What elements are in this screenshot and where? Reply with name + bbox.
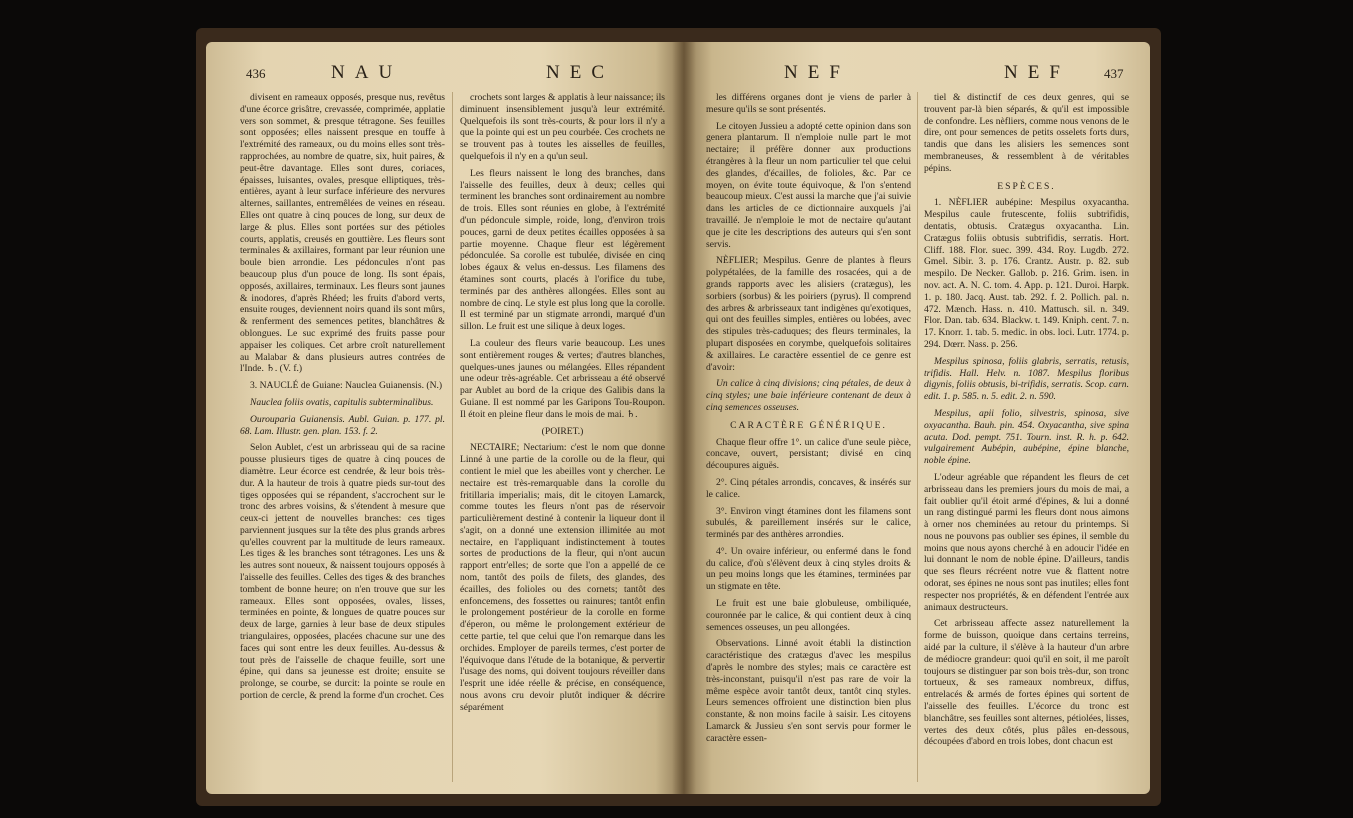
paragraph: Un calice à cinq divisions; cinq pétales, de deux à cinq styles; une baie inférieure contenant de deux à cinq semences osseuses. <box>706 378 911 413</box>
paragraph: 4°. Un ovaire inférieur, ou enfermé dans le fond du calice, d'où s'élèvent deux à cinq styles droits & un peu moins longs que les étamines, terminées par un stigmate en tête. <box>706 545 911 593</box>
paragraph: Selon Aublet, c'est un arbrisseau qui de sa racine pousse plusieurs tiges de quatre à cinq pouces de diamètre. Leur écorce est cendrée, & leur bois très-dur. A la hauteur de trois à quatre pieds sur-tout des tiges opposées qui se répandent, s'accrochent sur le tronc des arbres voisins, & s'étendent à mesure que ceux-ci jettent de nouvelles branches: ces tiges parviennent jusques sur la tête des plus grands arbres qu'elles couvrent par la multitude de leurs rameaux. Les tiges & les branches sont tétragones. Les uns & les autres sont noueux, & naissent toujours opposés à l'aisselle des feuilles. Celles des tiges & des branches tombent de bonne heure; on n'en trouve que sur les rameaux. Elles sont opposées, ovales, lisses, terminées en pointe, & longues de quatre pouces sur deux de large, garnies à leur base de deux stipules triangulaires, opposées, placées chacune sur une des faces qui sont entre les deux feuilles. Au-dessus & tout près de l'aisselle de chaque feuille, sort une épine, qui dans sa jeunesse est droite; ensuite se prolonge, se courbe, se durcit: la pointe se roule en portion de cercle, & prend la forme d'un crochet. Ces <box>240 442 445 702</box>
paragraph: Mespilus spinosa, foliis glabris, serratis, retusis, trifidis. Hall. Helv. n. 1087. Mespilus floribus digynis, foliis obtusis, bi-trifidis, serratis. Scop. carn. edit. 1. p. 585. n. 5. edit. 2. n. 590. <box>924 355 1129 403</box>
paragraph: Nauclea foliis ovatis, capitulis subterminalibus. <box>250 396 434 408</box>
paragraph: Le fruit est une baie globuleuse, ombiliquée, couronnée par le calice, & qui contient deux à cinq semences osseuses, un peu allongées. <box>706 598 911 633</box>
right-page <box>684 42 1150 794</box>
right-column-1 <box>706 92 911 782</box>
section-heading: CARACTÈRE GÉNÉRIQUE. <box>730 419 887 431</box>
running-head-right-col2: NEF <box>1004 62 1070 83</box>
book-gutter <box>672 42 696 794</box>
paragraph: La couleur des fleurs varie beaucoup. Les unes sont entièrement rouges & vertes; d'autres blanches, quelques-unes jaunes ou mélangées. Elles répandent une odeur très-agréable. Cet arbrisseau a été observé par Aublet au bord de la crique des Galibis dans la Guiane. Il est nommé par les Garipons Tou-Roupon. Il étoit en pleine fleur dans le mois de mai. ♄. <box>460 337 665 420</box>
page-number-right: 437 <box>1104 66 1124 81</box>
paragraph: 3. NAUCLÉ de Guiane: Nauclea Guianensis. (N.) <box>250 380 443 392</box>
paragraph: les différens organes dont je viens de parler à mesure qu'ils se sont présentés. <box>706 92 911 115</box>
paragraph: Ourouparia Guianensis. Aubl. Guian. p. 177. pl. 68. Lam. Illustr. gen. plan. 153. f. 2. <box>240 413 445 437</box>
page-number-left: 436 <box>246 66 266 81</box>
paragraph: NECTAIRE; Nectarium: c'est le nom que donne Linné à une partie de la corolle ou de la fleur, qui contient le miel que les abeilles vont y chercher. Le nectaire est très-remarquable dans la corolle du fritillaria imperialis; mais, dit le citoyen Lamarck, comme toutes les fleurs n'ont pas de réservoir particulièrement destiné à contenir la liqueur dont il s'agit, on a donné une extension illimitée au mot nectaire, en l'appliquant indistinctement à toutes sortes de productions de la fleur, qui n'ont aucun rapport entr'elles; de sorte que l'on a appellé de ce nom, tantôt des poils de filets, des glandes, des écailles, des folioles ou des cornets; tantôt des enfoncemens, des fossettes ou rainures; tantôt enfin le prolongement postérieur de la corolle en forme d'éperon, ou même le prolongement extérieur de cette partie, tel que celui que l'on remarque dans les orchides. Employer de pareils termes, c'est porter de l'équivoque dans l'étude de la botanique, & pervertir l'usage des noms, qui doivent toujours réveiller dans l'esprit une idée réelle & précise, en conséquence, nous avons cru devoir plutôt indiquer & décrire séparément <box>460 442 665 713</box>
running-head-right-col1: NEF <box>784 62 850 83</box>
paragraph: 1. NÈFLIER aubépine: Mespilus oxyacantha. Mespilus caule frutescente, foliis subtrifidis, dentatis, obtusis. Cratægus oxyacantha. Lin. Cratægus foliis obtusis subtrifidis, serratis. Hort. Cliff. 188. Flor. suec. 399. 434. Roy. Lugdb. 272. Gmel. Sibir. 3. p. 176. Crantz. Austr. p. 82. sub mespilo. De Necker. Gallob. p. 216. Grim. isen. in nov. act. A. N. C. tom. 4. App. p. 121. Duroi. Harpk. 1. p. 180. Jacq. Aust. tab. 292. f. 2. Pollich. pal. n. 472. Mænch. Hass. n. 410. Mattusch. sil. n. 349. Flor. Dan. tab. 634. Blackw. t. 149. Kniph. cent. 7. n. 17. Knorr. 1. tab. 5. medic. in obs. loci. Lutr. 1774. p. 294. Dœrr. Nass. p. 256. <box>924 197 1129 350</box>
paragraph: divisent en rameaux opposés, presque nus, revêtus d'une écorce grisâtre, crevassée, comprimée, applatie vers son sommet, & presque tétragone. Ses feuilles sont opposées; elles naissent presque en touffe à l'extrémité des rameaux, ou du moins elles sont très-rapprochées, au nombre de quatre, six, huit paires, & peut-être davantage. Elles sont dures, coriaces, épaisses, luisantes, ovales, presque elliptiques, très-entières, ayant à leur surface inférieure des nervures alternes, saillantes, entremêlées de veines en réseau. Elles ont quatre à cinq pouces de long, sur deux de large & plus. Elles sont portées sur des pétioles courts, applatis, creusés en gouttière. Les fleurs sont terminales & axillaires, formant par leur réunion une boule bien arrondie. Les pédoncules n'ont pas beaucoup plus d'un pouce de long. Ils sont épais, opposés, axillaires, terminaux. Les fleurs sont jaunes & inodores, d'après Rhéed; les fruits d'abord verts, ensuite rouges, deviennent noirs quand ils sont mûrs, & renferment des semences petites, blanchâtres & oblongues. Le suc exprimé des fruits passe pour appaiser les coliques. Cet arbre croît naturellement au Malabar & dans plusieurs autres contrées de l'Inde. ♄. (V. f.) <box>240 92 445 375</box>
paragraph: Les fleurs naissent le long des branches, dans l'aisselle des feuilles, deux à deux; celles qui terminent les branches sont ordinairement au nombre de trois. Elles sont réunies en globe, à l'extrémité d'un pédoncule simple, roide, long, d'environ trois pouces, garni de deux petites écailles opposées à sa partie moyenne. Chaque fleur est légèrement pédonculée. Sa corolle est tubulée, divisée en cinq lobes égaux & velus en-dessus. Les filamens des étamines sont courts, placés à l'orifice du tube, terminés par des anthères allongées. Elles sont au nombre de cinq. Le style est plus long que la corolle. Il est terminé par un stigmate arrondi, marqué d'un sillon. Le fruit est une silique à deux loges. <box>460 167 665 333</box>
paragraph: Chaque fleur offre 1°. un calice d'une seule pièce, concave, ouvert, persistant; divisé en cinq découpures aiguës. <box>706 436 911 472</box>
paragraph: 2°. Cinq pétales arrondis, concaves, & insérés sur le calice. <box>706 476 911 500</box>
left-column-2 <box>460 92 665 782</box>
paragraph: crochets sont larges & applatis à leur naissance; ils diminuent insensiblement jusqu'à leur extrémité. Quelquefois ils sont très-courts, & pour lors il n'y a que la pointe qui est un peu courbée. Ces crochets ne se trouvent pas à toutes les aisselles de feuilles, quelquefois il n'y en a qu'un seul. <box>460 92 665 162</box>
paragraph: Le citoyen Jussieu a adopté cette opinion dans son genera plantarum. Il n'emploie nulle part le mot nectaire; il préfère donner aux productions étrangères à la fleur un nom particulier tel que celui des glandes, d'écailles, de folioles, &c. Par ce moyen, on évite toute équivoque, & l'on s'entend beaucoup mieux. C'est aussi la marche que j'ai suivie dans les articles de ce dictionnaire auxquels j'ai travaillé. Je n'emploie le mot de nectaire qu'autant que je cite les descriptions des auteurs qui s'en sont servis. <box>706 120 911 250</box>
author-signature: (POIRET.) <box>541 425 584 437</box>
paragraph: NÈFLIER; Mespilus. Genre de plantes à fleurs polypétalées, de la famille des rosacées, qui a de grands rapports avec les alisiers (cratægus), les sorbiers (sorbus) & les poiriers (pyrus). Il comprend des arbres & arbrisseaux tant indigènes qu'exotiques, qui ont des feuilles simples, entières ou lobées, avec des stipules très-caduques; des fleurs terminales, la plupart disposées en corymbe, quelquefois solitaires & axillaires. Le caractère essentiel de ce genre est d'avoir: <box>706 255 911 373</box>
paragraph: Cet arbrisseau affecte assez naturellement la forme de buisson, quoique dans certains terreins, aidé par la culture, il s'élève à la hauteur d'un arbre de médiocre grandeur: quoi qu'il en soit, il me paroît toujours se distinguer par son bois très-dur, son tronc tortueux, & ses rameaux nombreux, diffus, entrelacés & armés de fortes épines qui sortent de l'aisselle des feuilles. L'écorce du tronc est blanchâtre, ses feuilles sont alternes, pétiolées, lisses, vertes des deux côtés, plus pâles en-dessous, découpées d'abord en trois lobes, dont chacun est <box>924 618 1129 748</box>
right-column-2 <box>924 92 1129 782</box>
paragraph: Observations. Linné avoit établi la distinction caractéristique des cratægus d'avec les mespilus d'après le nombre des styles; mais ce caractère est très-inconstant, puisqu'il n'est pas rare de voir la même espèce avoir tantôt deux, tantôt cinq styles. Leurs semences offroient une distinction bien plus constante, & non moins facile à saisir. Les citoyens Lamarck & Jussieu s'en sont servis pour former le caractère essen- <box>706 638 911 744</box>
section-heading: ESPÈCES. <box>997 180 1056 192</box>
paragraph: Mespilus, apii folio, silvestris, spinosa, sive oxyacantha. Bauh. pin. 454. Oxyacantha, sive spina acuta. Dod. pempt. 751. Tourn. inst. R. h. p. 642. vulgairement Aubépin, aubépine, épine blanche, noble épine. <box>924 407 1129 467</box>
column-rule <box>452 92 453 782</box>
paragraph: tiel & distinctif de ces deux genres, qui se trouvent par-là bien séparés, & qu'il est impossible de confondre. Les nèfliers, comme nous venons de le dire, ont pour semences de petits osselets forts durs, tandis que dans les alisiers les semences sont membraneuses, & ressemblent à de véritables pépins. <box>924 92 1129 174</box>
left-page <box>206 42 684 794</box>
left-column-1 <box>240 92 445 782</box>
running-head-left-col1: NAU <box>331 62 403 83</box>
right-running-head <box>684 62 1150 88</box>
paragraph: 3°. Environ vingt étamines dont les filamens sont subulés, & pareillement insérés sur le calice, terminés par des anthères arrondies. <box>706 505 911 541</box>
column-rule <box>917 92 918 782</box>
running-head-left-col2: NEC <box>546 62 614 83</box>
open-book <box>196 28 1161 806</box>
left-running-head <box>206 62 684 88</box>
paragraph: L'odeur agréable que répandent les fleurs de cet arbrisseau dans les premiers jours du mois de mai, a fait oublier qu'il étoit armé d'épines, & lui a donné un rang distingué parmi les fleurs dont nous aimons à orner nos cheminées au retour du printemps. Si nous ne pouvons pas oublier ses épines, il semble du moins que nous ayons cherché à en adoucir l'idée en lui donnant le nom de noble épine. D'ailleurs, tandis que ses fleurs récréent notre vue & flattent notre odorat, ses épines ne nous sont pas inutiles; elles font respecter nos propriétés, & en défendent l'entrée aux animaux destructeurs. <box>924 471 1129 613</box>
